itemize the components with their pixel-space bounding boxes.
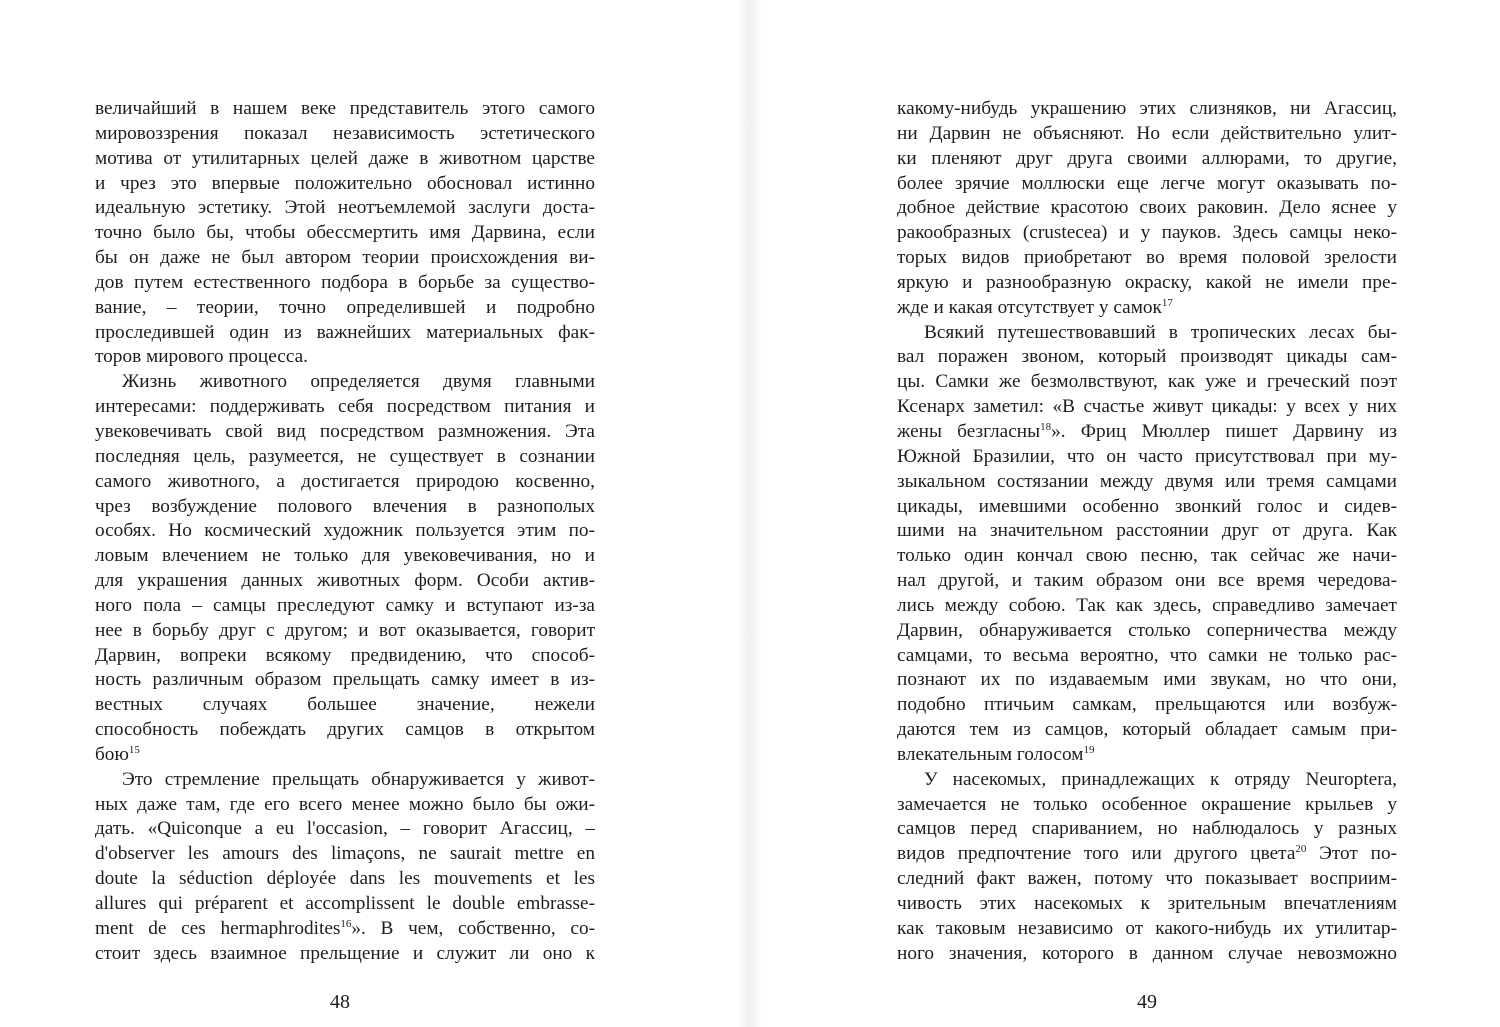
page-number-right: 49 [1137, 991, 1157, 1013]
text-line [897, 718, 1397, 743]
line-text: торов мирового процесса. [95, 346, 309, 368]
footnote-marker: 20 [1295, 843, 1307, 856]
text-line [95, 842, 595, 867]
line-text: какому-нибудь украшению этих слизняков, ни Агассиц, [897, 98, 1397, 119]
text-line [95, 942, 595, 967]
line-text: Ксенарх заметил: «В счастье живут цикады: у всех у них [897, 396, 1397, 418]
line-text: особях. Но космический художник пользуется этим по- [95, 520, 595, 542]
footnote-marker: 15 [128, 743, 140, 756]
text-line [95, 97, 595, 122]
line-text: цикады, имевшими особенно звонкий голос и сидев- [897, 495, 1397, 517]
footnote-marker: 17 [1161, 296, 1173, 309]
line-text: вал поражен звоном, который производят цикады сам- [897, 346, 1397, 368]
line-text: самцами, то весьма вероятно, что самки не только рас- [897, 644, 1397, 666]
text-line [897, 892, 1397, 917]
line-text: способность побеждать других самцов в открытом [95, 719, 595, 741]
text-line [95, 644, 595, 669]
line-text: как таковым независимо от какого-нибудь их утилитар- [897, 917, 1397, 939]
text-line [897, 942, 1397, 967]
text-line [95, 172, 595, 197]
text-line [897, 345, 1397, 370]
line-text: даются тем из самцов, который обладает самым при- [897, 719, 1397, 741]
line-text: проследившей один из важнейших материальных фак- [95, 321, 595, 343]
line-text: подобно птичьим самкам, прельщаются или возбуж- [897, 694, 1397, 716]
line-text-continued: Этот по- [1306, 843, 1397, 865]
text-line [95, 569, 595, 594]
line-text-continued: ». Фриц Мюллер пишет Дарвину из [1051, 420, 1397, 442]
line-text: самцов перед спариванием, но наблюдалось у разных [897, 818, 1397, 840]
line-text: allures qui préparent et accomplissent le double embrasse- [95, 893, 595, 914]
text-line [95, 420, 595, 445]
line-text: увековечивать свой вид посредством размножения. Эта [95, 420, 595, 442]
line-text: Южной Бразилии, что он часто присутствовал при му- [897, 445, 1397, 467]
text-line [897, 370, 1397, 395]
line-text: ного значения, которого в данном случае невозможно [897, 942, 1397, 964]
text-line [897, 196, 1397, 221]
text-line [95, 793, 595, 818]
line-text: ловым влечением не только для увековечивания, но и [95, 545, 595, 567]
text-line [95, 917, 595, 942]
line-text: бы он даже не был автором теории происхождения ви- [95, 247, 595, 269]
text-line [95, 892, 595, 917]
text-line [95, 395, 595, 420]
text-line [897, 793, 1397, 818]
text-line [897, 693, 1397, 718]
text-line [897, 768, 1397, 793]
line-text: ни Дарвин не объясняют. Но если действительно улит- [897, 122, 1397, 144]
line-text: чивость этих насекомых к зрительным впечатлениям [897, 893, 1397, 914]
text-line [897, 519, 1397, 544]
text-line [897, 122, 1397, 147]
text-line [95, 544, 595, 569]
text-line [897, 296, 1397, 321]
line-text: Жизнь животного определяется двумя главными [122, 371, 595, 393]
line-text: ракообразных (crustecea) и у пауков. Здесь самцы неко- [897, 222, 1397, 244]
line-text: вестных случаях большее значение, нежели [95, 694, 595, 716]
text-line [897, 668, 1397, 693]
text-line [897, 867, 1397, 892]
text-line [95, 619, 595, 644]
text-line [897, 743, 1397, 768]
line-text: лись между собою. Так как здесь, справедливо замечает [897, 594, 1397, 616]
text-line [95, 445, 595, 470]
left-page [95, 97, 595, 967]
line-text: чрез возбуждение полового влечения в разнополых [95, 495, 595, 517]
line-text: замечается не только особенное окрашение крыльев у [897, 793, 1397, 815]
line-text: интересами: поддерживать себя посредством питания и [95, 396, 595, 418]
page-number-left: 48 [330, 991, 350, 1013]
text-line [897, 445, 1397, 470]
text-line [897, 644, 1397, 669]
line-text-continued: ». В чем, собственно, со- [351, 917, 595, 939]
line-text: добное действие красотою своих раковин. Дело яснее у [897, 197, 1397, 219]
footnote-marker: 16 [340, 917, 352, 930]
line-text: жены безгласны [897, 420, 1041, 442]
line-text: для украшения данных животных форм. Особи актив- [95, 570, 595, 592]
text-line [95, 718, 595, 743]
line-text: яркую и разнообразную окраску, какой не имели пре- [897, 271, 1397, 293]
line-text: дов путем естественного подбора в борьбе за существо- [95, 271, 595, 293]
line-text: d'observer les amours des limaçons, ne saurait mettre en [95, 843, 595, 865]
text-line [95, 693, 595, 718]
text-line [95, 668, 595, 693]
line-text: дать. «Quiconque a eu l'occasion, – говорит Агассиц, – [95, 818, 595, 840]
text-line [897, 221, 1397, 246]
line-text: следний факт важен, потому что показывает восприим- [897, 868, 1397, 890]
book-gutter [738, 0, 762, 1027]
line-text: последняя цель, разумеется, не существует в сознании [95, 445, 595, 467]
line-text: торых видов приобретают во время половой зрелости [897, 247, 1397, 269]
line-text: мотива от утилитарных целей даже в животном царстве [95, 147, 595, 169]
text-line [897, 544, 1397, 569]
text-line [95, 147, 595, 172]
line-text: самого животного, а достигается природою косвенно, [95, 470, 595, 492]
text-line [897, 470, 1397, 495]
text-line [897, 172, 1397, 197]
right-page [897, 97, 1397, 967]
text-line [95, 196, 595, 221]
line-text: Дарвин, вопреки всякому предвидению, что способ- [95, 644, 595, 666]
line-text: ность различным образом прельщать самку имеет в из- [95, 669, 595, 691]
line-text: ного пола – самцы преследуют самку и вступают из-за [95, 594, 595, 616]
text-line [95, 122, 595, 147]
line-text: ных даже там, где его всего менее можно было бы ожи- [95, 793, 595, 815]
line-text: влекательным голосом [897, 743, 1084, 765]
text-line [95, 495, 595, 520]
text-line [95, 519, 595, 544]
line-text: цы. Самки же безмолвствуют, как уже и греческий поэт [897, 371, 1397, 393]
footnote-marker: 18 [1040, 420, 1052, 433]
line-text: точно было бы, чтобы обессмертить имя Дарвина, если [95, 222, 595, 244]
line-text: стоит здесь взаимное прельщение и служит ли оно к [95, 942, 595, 964]
line-text: ки пленяют друг друга своими аллюрами, то другие, [897, 147, 1397, 169]
text-line [897, 817, 1397, 842]
line-text: только один кончал свою песню, так сейчас же начи- [897, 545, 1397, 567]
text-line [897, 420, 1397, 445]
line-text: познают их по издаваемым ими звукам, но что они, [897, 669, 1397, 691]
text-line [95, 296, 595, 321]
line-text: и чрез это впервые положительно обосновал истинно [95, 172, 595, 194]
text-line [897, 594, 1397, 619]
text-line [95, 221, 595, 246]
line-text: шими на значительном расстоянии друг от друга. Как [897, 520, 1397, 542]
text-line [897, 271, 1397, 296]
line-text: величайший в нашем веке представитель этого самого [95, 98, 595, 119]
text-line [897, 395, 1397, 420]
text-line [897, 97, 1397, 122]
text-line [95, 743, 595, 768]
text-line [897, 147, 1397, 172]
line-text: У насекомых, принадлежащих к отряду Neuroptera, [924, 768, 1397, 790]
text-line [95, 345, 595, 370]
text-line [95, 321, 595, 346]
line-text: Дарвин, обнаруживается столько соперничества между [897, 619, 1397, 641]
line-text: более зрячие моллюски еще легче могут оказывать по- [897, 172, 1397, 194]
text-line [897, 619, 1397, 644]
text-line [897, 246, 1397, 271]
line-text: нее в борьбу друг с другом; и вот оказывается, говорит [95, 619, 595, 641]
line-text: Это стремление прельщать обнаруживается у живот- [122, 768, 595, 790]
footnote-marker: 19 [1083, 743, 1095, 756]
text-line [897, 917, 1397, 942]
text-line [95, 271, 595, 296]
text-line [897, 569, 1397, 594]
text-line [95, 246, 595, 271]
line-text: идеальную эстетику. Этой неотъемлемой заслуги доста- [95, 197, 595, 219]
line-text: бою [95, 743, 129, 765]
text-line [95, 867, 595, 892]
line-text: жде и какая отсутствует у самок [897, 296, 1162, 318]
line-text: Всякий путешествовавший в тропических лесах бы- [924, 321, 1397, 343]
text-line [897, 495, 1397, 520]
text-line [95, 370, 595, 395]
text-line [897, 321, 1397, 346]
text-line [897, 842, 1397, 867]
text-line [95, 594, 595, 619]
line-text: doute la séduction déployée dans les mouvements et les [95, 868, 595, 890]
line-text: вание, – теории, точно определившей и подробно [95, 296, 595, 318]
text-line [95, 768, 595, 793]
line-text: мировоззрения показал независимость эстетического [95, 122, 595, 144]
line-text: видов предпочтение того или другого цвета [897, 843, 1296, 865]
line-text: зыкальном состязании между двумя или тремя самцами [897, 470, 1397, 492]
line-text: ment de ces hermaphrodites [95, 917, 341, 939]
line-text: нал другой, и таким образом они все время чередова- [897, 570, 1397, 592]
text-line [95, 470, 595, 495]
text-line [95, 817, 595, 842]
